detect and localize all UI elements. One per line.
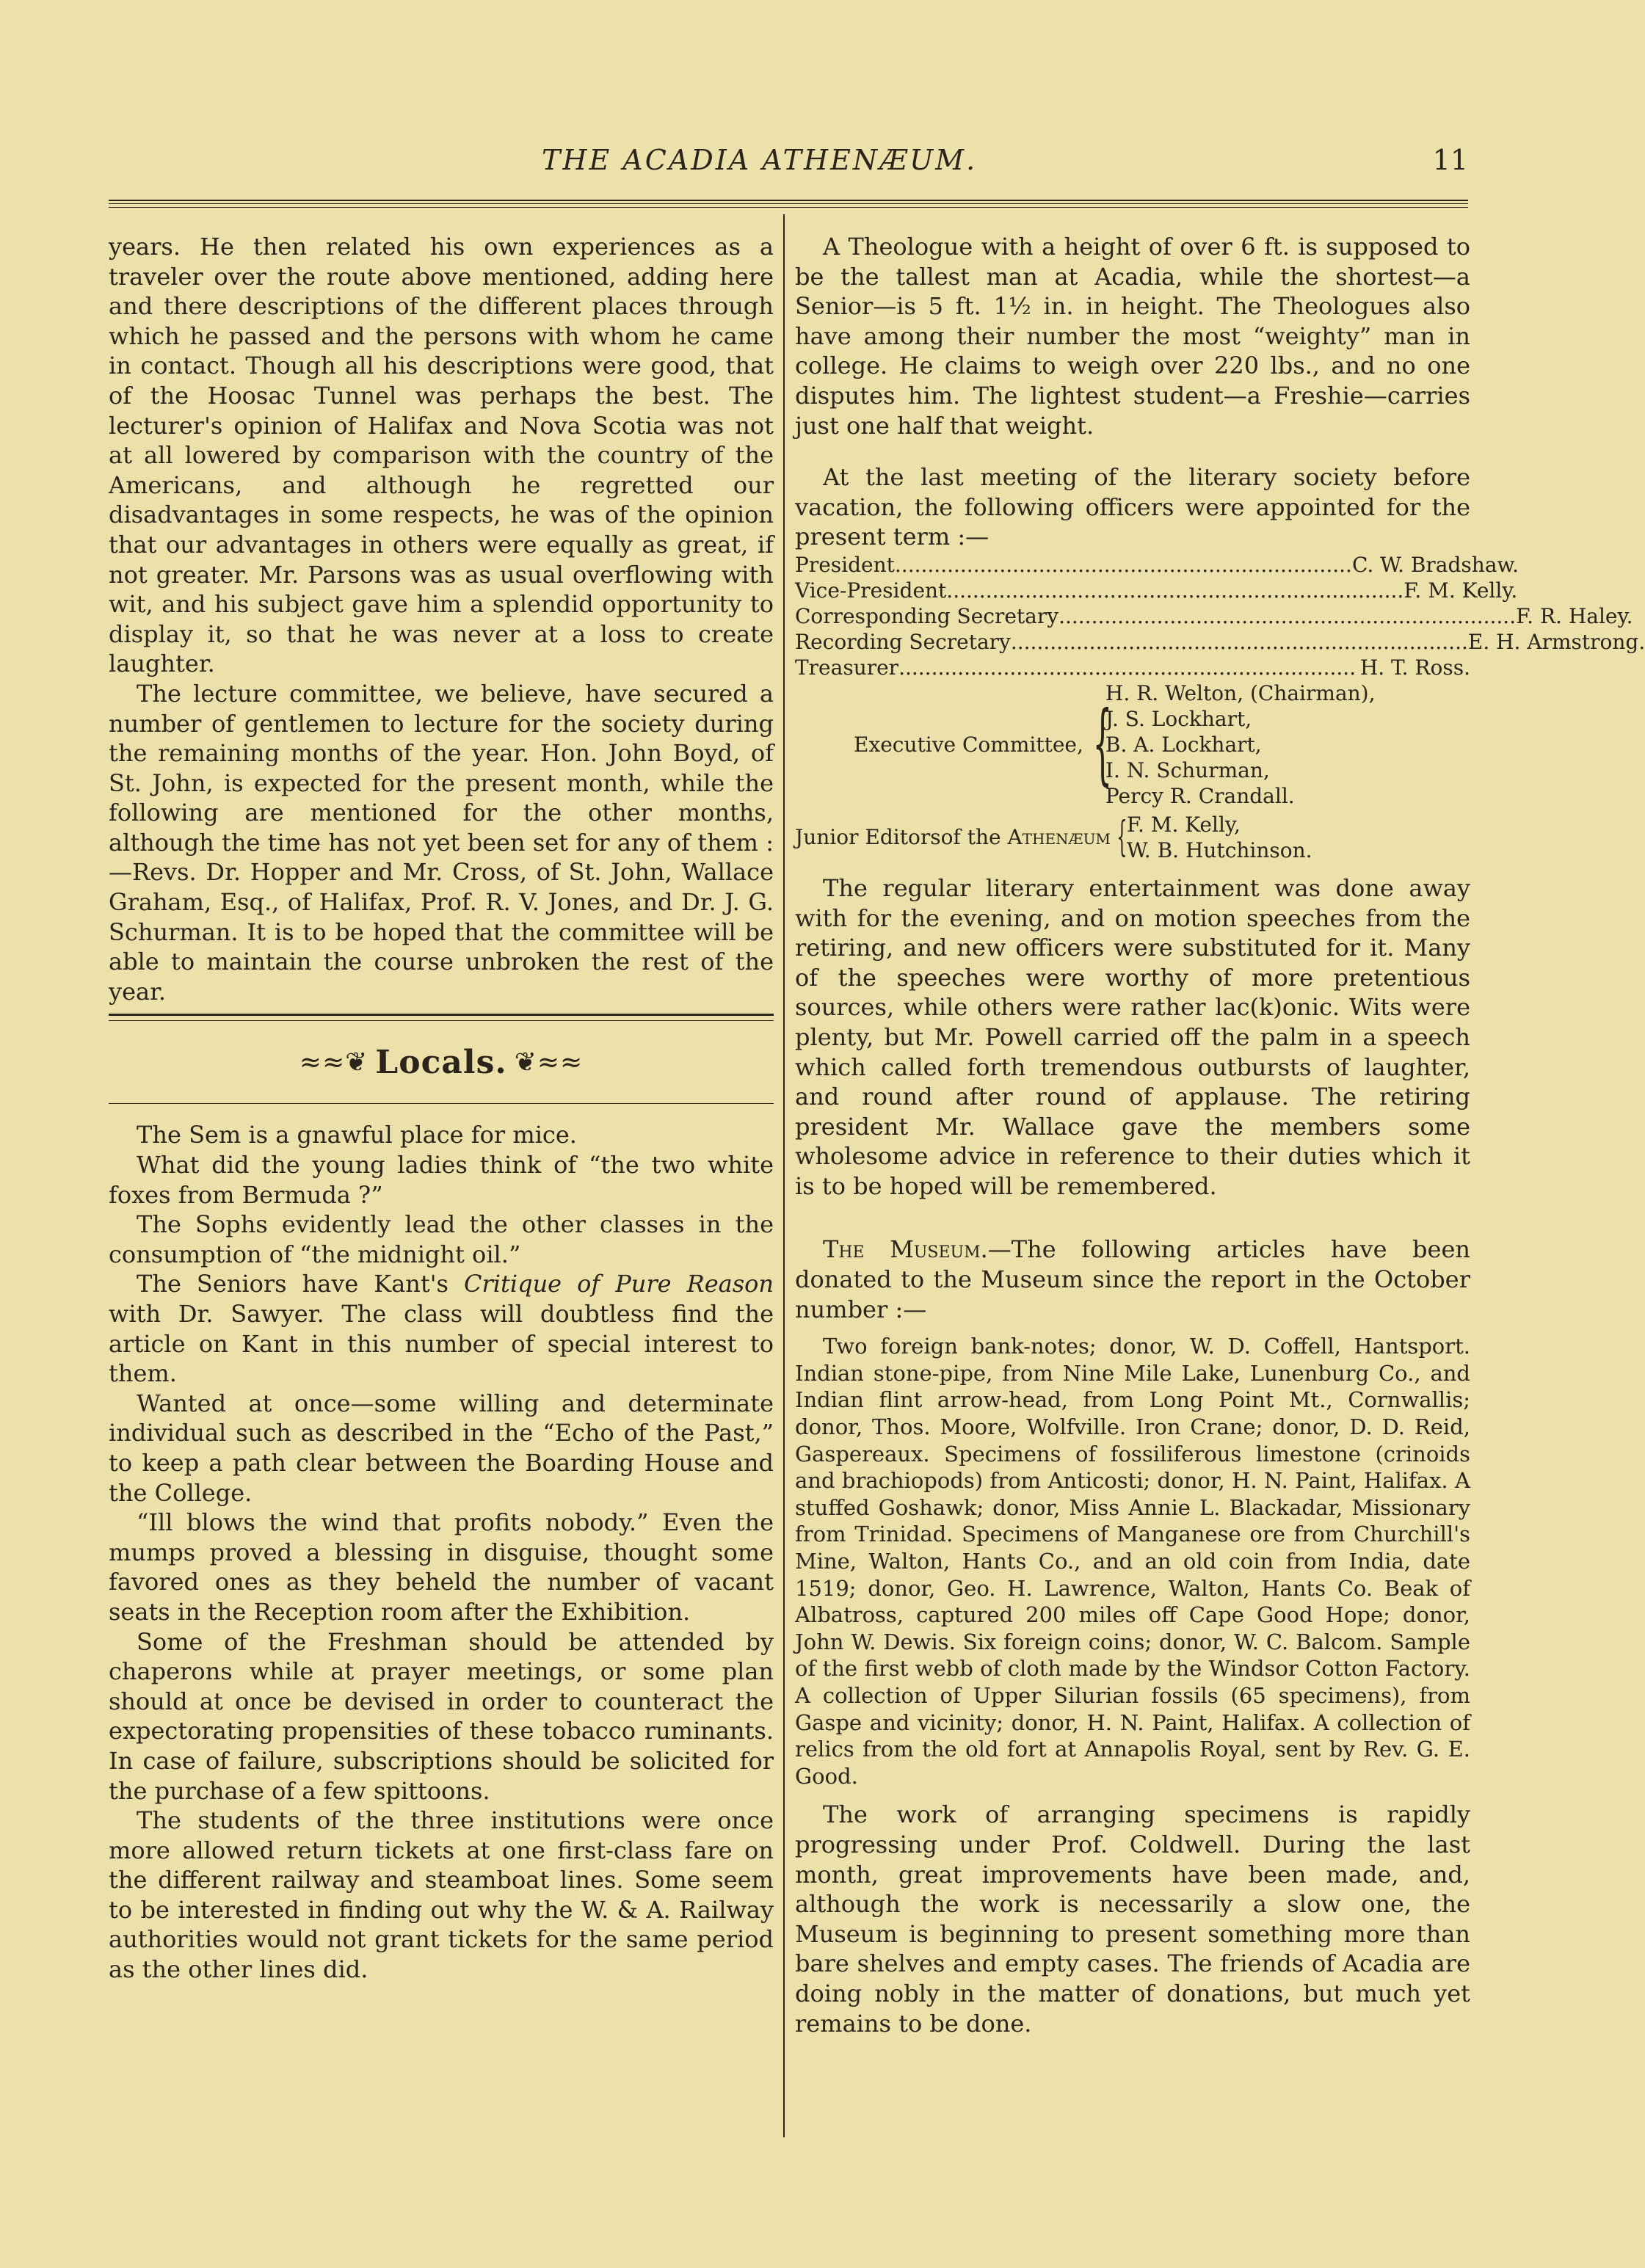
- officer-row: Recording Secretary ...................................................................... E. H. Armstrong.: [795, 629, 1645, 654]
- lecture-paragraph: years. He then related his own experiences as a traveler over the route above mentioned, adding here and there descriptions of the different places through which he passed and the persons with whom he came in contact. Though all his descriptions were good, that of the Hoosac Tunnel was perhaps the best. The lecturer's opinion of Halifax and Nova Scotia was not at all lowered by comparison with the country of the Americans, and although he regretted our disadvantages in some respects, he was of the opinion that our advantages in others were equally as great, if not greater. Mr. Parsons was as usual overflowing with wit, and his subject gave him a splendid opportunity to display it, so that he was never at a loss to create laughter.: [109, 233, 774, 678]
- header-rule: [109, 200, 1468, 204]
- officer-name: F. R. Haley.: [1516, 603, 1633, 628]
- officer-name: H. T. Ross.: [1359, 655, 1470, 680]
- entertainment-paragraph: The regular literary entertainment was done away with for the evening, and on motion speeches from the retiring, and new officers were substituted for it. Many of the speeches were worthy of more pretentious sources, while others were rather lac(k)onic. Wits were plenty, but Mr. Powell carried off the palm in a speech which called forth tremendous outbursts of laughter, and round after round of applause. The retiring president Mr. Wallace gave the members some wholesome advice in reference to their duties which it is to be hoped will be remembered.: [795, 873, 1470, 1200]
- local-item: The Sophs evidently lead the other classes in the consumption of “the midnight oil.”: [109, 1210, 774, 1268]
- officers-intro: At the last meeting of the literary society before vacation, the following officers were appointed for the present term :—: [795, 463, 1470, 551]
- committee-member: I. N. Schurman,: [1105, 757, 1270, 782]
- junior-label: Junior Editorsof the: [795, 825, 1001, 850]
- theologue-paragraph: A Theologue with a height of over 6 ft. is supposed to be the tallest man at Acadia, while the shortest—a Senior—is 5 ft. 1½ in. in height. The Theologues also have among their number the most “weighty” man in college. He claims to weigh over 220 lbs., and no one disputes him. The lightest student—a Freshie—carries just one half that weight.: [795, 233, 1470, 440]
- junior-editor: W. B. Hutchinson.: [1126, 837, 1312, 862]
- junior-editor-list: [1127, 812, 1312, 863]
- flourish-right-icon: ❦≈≈: [514, 1047, 584, 1077]
- local-item-text: with Dr. Sawyer. The class will doubtless find the article on Kant in this number of special interest to them.: [109, 1300, 774, 1388]
- locals-heading: [109, 1021, 774, 1103]
- officer-name: E. H. Armstrong.: [1467, 629, 1645, 654]
- section-divider: [109, 1014, 774, 1021]
- committee-member: J. S. Lockhart,: [1105, 706, 1252, 731]
- right-column: [795, 232, 1645, 2038]
- museum-intro: [795, 1235, 1470, 1324]
- officer-row: President ...................................................................... C. W. Bradshaw.: [795, 552, 1519, 577]
- junior-paper: Athenæum: [1007, 825, 1111, 850]
- journal-title: THE ACADIA ATHENÆUM.: [542, 144, 978, 176]
- book-title: Critique of Pure Reason: [463, 1270, 774, 1298]
- committee-member: Percy R. Crandall.: [1105, 783, 1295, 808]
- officer-row: Corresponding Secretary ...................................................................... F. R. Haley.: [795, 603, 1633, 628]
- junior-editor: F. M. Kelly,: [1126, 812, 1241, 837]
- local-item: The students of the three institutions were once more allowed return tickets at one first-class fare on the different railway and steamboat lines. Some seem to be interested in finding out why the W. & A. Railway authorities would not grant tickets for the same period as the other lines did.: [109, 1806, 774, 1984]
- local-item: What did the young ladies think of “the two white foxes from Bermuda ?”: [109, 1151, 774, 1209]
- officer-row: Vice-President ...................................................................... F. M. Kelly.: [795, 578, 1518, 603]
- committee-label: Executive Committee,: [854, 732, 1083, 757]
- local-item: Some of the Freshman should be attended by chaperons while at prayer meetings, or some plan should at once be devised in order to counteract the expectorating propensities of these tobacco ruminants. In case of failure, subscriptions should be solicited for the purchase of a few spittoons.: [109, 1627, 774, 1805]
- local-item: Wanted at once—some willing and determinate individual such as described in the “Echo of the Past,” to keep a path clear between the Boarding House and the College.: [109, 1389, 774, 1507]
- committee-member: H. R. Welton, (Chairman),: [1105, 680, 1376, 705]
- local-item-text: The Seniors have Kant's: [137, 1270, 464, 1298]
- running-header: [109, 144, 1468, 188]
- officer-name: F. M. Kelly.: [1403, 578, 1518, 603]
- officer-row: Treasurer ...................................................................... H. T. Ross.: [795, 655, 1470, 680]
- officer-role: Recording Secretary: [795, 629, 1011, 654]
- locals-title: Locals.: [375, 1043, 507, 1081]
- officer-role: Treasurer: [795, 655, 899, 680]
- brace-icon: {: [1092, 693, 1113, 796]
- committee-member: B. A. Lockhart,: [1105, 732, 1262, 757]
- officer-role: Vice-President: [795, 578, 947, 603]
- column-divider: [783, 214, 785, 2137]
- officer-name: C. W. Bradshaw.: [1351, 552, 1519, 577]
- locals-rule: [109, 1103, 774, 1104]
- museum-label: The Museum.: [823, 1235, 988, 1264]
- executive-committee: [854, 680, 1470, 809]
- lecture-committee-paragraph: The lecture committee, we believe, have secured a number of gentlemen to lecture for the society during the remaining months of the year. Hon. John Boyd, of St. John, is expected for the present month, while the following are mentioned for the other months, although the time has not yet been set for any of them :—Revs. Dr. Hopper and Mr. Cross, of St. John, Wallace Graham, Esq., of Halifax, Prof. R. V. Jones, and Dr. J. G. Schurman. It is to be hoped that the committee will be able to maintain the course unbroken the rest of the year.: [109, 679, 774, 1006]
- brace-icon: {: [1116, 813, 1127, 862]
- officer-role: President: [795, 552, 895, 577]
- museum-intro-text: —The following articles have been donated to the Museum since the report in the October number :—: [795, 1235, 1471, 1323]
- junior-editors: [795, 812, 1470, 863]
- local-item: “Ill blows the wind that profits nobody.” Even the mumps proved a blessing in disguise, thought some favored ones as they beheld the number of vacant seats in the Reception room after the Exhibition.: [109, 1508, 774, 1626]
- header-rule-thin: [109, 207, 1468, 208]
- officer-role: Corresponding Secretary: [795, 603, 1059, 628]
- local-item: The Sem is a gnawful place for mice.: [137, 1121, 577, 1149]
- committee-members: [1105, 680, 1376, 809]
- officers-list: [795, 552, 1645, 863]
- museum-donations: Two foreign bank-notes; donor, W. D. Coffell, Hantsport. Indian stone-pipe, from Nine Mile Lake, Lunenburg Co., and Indian flint arrow-head, from Long Point Mt., Cornwallis; donor, Thos. Moore, Wolfville. Iron Crane; donor, D. D. Reid, Gaspereaux. Specimens of fossiliferous limestone (crinoids and brachiopods) from Anticosti; donor, H. N. Paint, Halifax. A stuffed Goshawk; donor, Miss Annie L. Blackadar, Missionary from Trinidad. Specimens of Manganese ore from Churchill's Mine, Walton, Hants Co., and an old coin from India, date 1519; donor, Geo. H. Lawrence, Walton, Hants Co. Beak of Albatross, captured 200 miles off Cape Good Hope; donor, John W. Dewis. Six foreign coins; donor, W. C. Balcom. Sample of the first webb of cloth made by the Windsor Cotton Factory. A collection of Upper Silurian fossils (65 specimens), from Gaspe and vicinity; donor, H. N. Paint, Halifax. A collection of relics from the old fort at Annapolis Royal, sent by Rev. G. E. Good.: [795, 1334, 1470, 1789]
- left-column: [109, 232, 774, 1985]
- flourish-left-icon: ≈≈❦: [299, 1047, 368, 1077]
- local-item: [109, 1269, 774, 1388]
- museum-progress-paragraph: The work of arranging specimens is rapidly progressing under Prof. Coldwell. During the last month, great improvements have been made, and, although the work is necessarily a slow one, the Museum is beginning to present something more than bare shelves and empty cases. The friends of Acadia are doing nobly in the matter of donations, but much yet remains to be done.: [795, 1800, 1470, 2038]
- page-number: 11: [1432, 144, 1468, 176]
